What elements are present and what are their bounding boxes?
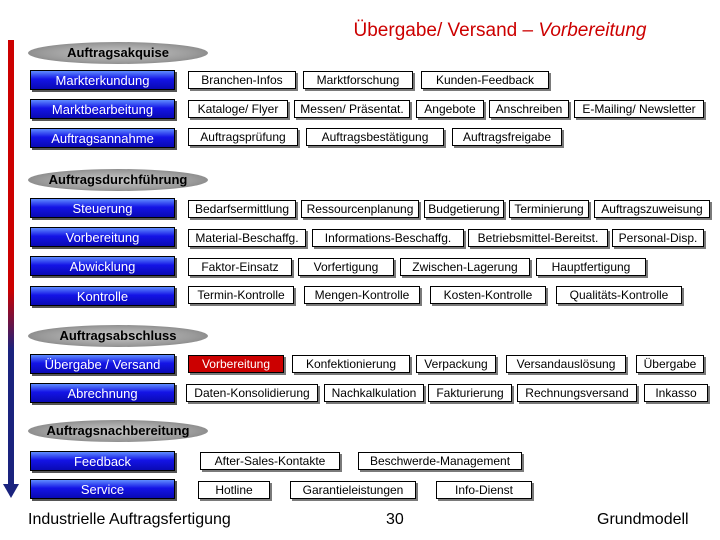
item-zwischen-lagerung[interactable]: Zwischen-Lagerung bbox=[400, 258, 530, 276]
title-main: Übergabe/ Versand – bbox=[353, 20, 539, 41]
page-title bbox=[290, 20, 710, 42]
item-marktforschung[interactable]: Marktforschung bbox=[303, 71, 413, 89]
category-service[interactable]: Service bbox=[30, 479, 175, 499]
category-feedback[interactable]: Feedback bbox=[30, 451, 175, 471]
item-after-sales-kontakte[interactable]: After-Sales-Kontakte bbox=[200, 452, 340, 470]
item-vorfertigung[interactable]: Vorfertigung bbox=[298, 258, 394, 276]
item-bedarfsermittlung[interactable]: Bedarfsermittlung bbox=[188, 200, 296, 218]
item-informations-beschaffg[interactable]: Informations-Beschaffg. bbox=[312, 229, 464, 247]
item-personal-disp[interactable]: Personal-Disp. bbox=[612, 229, 704, 247]
page-number: 30 bbox=[386, 511, 404, 528]
category-vorbereitung[interactable]: Vorbereitung bbox=[30, 227, 175, 247]
item-betriebsmittel-bereitst[interactable]: Betriebsmittel-Bereitst. bbox=[468, 229, 608, 247]
item-auftragszuweisung[interactable]: Auftragszuweisung bbox=[594, 200, 710, 218]
item-konfektionierung[interactable]: Konfektionierung bbox=[292, 355, 410, 373]
item-daten-konsolidierung[interactable]: Daten-Konsolidierung bbox=[186, 384, 318, 402]
item-e-mailing-newsletter[interactable]: E-Mailing/ Newsletter bbox=[574, 100, 704, 118]
item-uebergabe[interactable]: Übergabe bbox=[636, 355, 704, 373]
category-abrechnung[interactable]: Abrechnung bbox=[30, 383, 175, 403]
item-verpackung[interactable]: Verpackung bbox=[416, 355, 496, 373]
item-kunden-feedback[interactable]: Kunden-Feedback bbox=[421, 71, 549, 89]
item-beschwerde-management[interactable]: Beschwerde-Management bbox=[358, 452, 522, 470]
item-info-dienst[interactable]: Info-Dienst bbox=[436, 481, 532, 499]
item-messen-praesentat[interactable]: Messen/ Präsentat. bbox=[294, 100, 410, 118]
item-angebote[interactable]: Angebote bbox=[416, 100, 484, 118]
category-uebergabe-versand[interactable]: Übergabe / Versand bbox=[30, 354, 175, 374]
category-steuerung[interactable]: Steuerung bbox=[30, 198, 175, 218]
item-fakturierung[interactable]: Fakturierung bbox=[428, 384, 512, 402]
item-hauptfertigung[interactable]: Hauptfertigung bbox=[536, 258, 646, 276]
category-markterkundung[interactable]: Markterkundung bbox=[30, 70, 175, 90]
item-faktor-einsatz[interactable]: Faktor-Einsatz bbox=[188, 258, 292, 276]
item-nachkalkulation[interactable]: Nachkalkulation bbox=[324, 384, 424, 402]
category-abwicklung[interactable]: Abwicklung bbox=[30, 256, 175, 276]
item-budgetierung[interactable]: Budgetierung bbox=[424, 200, 504, 218]
item-auftragspruefung[interactable]: Auftragsprüfung bbox=[188, 128, 298, 146]
category-auftragsannahme[interactable]: Auftragsannahme bbox=[30, 128, 175, 148]
section-auftragsabschluss: Auftragsabschluss bbox=[28, 325, 208, 347]
process-arrow-bottom bbox=[8, 350, 14, 485]
item-hotline[interactable]: Hotline bbox=[198, 481, 270, 499]
item-kosten-kontrolle[interactable]: Kosten-Kontrolle bbox=[430, 286, 546, 304]
footer-right: Grundmodell bbox=[597, 511, 689, 528]
item-mengen-kontrolle[interactable]: Mengen-Kontrolle bbox=[304, 286, 420, 304]
item-versandausloesung[interactable]: Versandauslösung bbox=[506, 355, 626, 373]
section-auftragsdurchfuehrung: Auftragsdurchführung bbox=[28, 169, 208, 191]
section-auftragsakquise: Auftragsakquise bbox=[28, 42, 208, 64]
process-arrow-top bbox=[8, 40, 14, 290]
item-garantieleistungen[interactable]: Garantieleistungen bbox=[290, 481, 416, 499]
item-auftragsbestaetigung[interactable]: Auftragsbestätigung bbox=[306, 128, 444, 146]
item-anschreiben[interactable]: Anschreiben bbox=[489, 100, 569, 118]
item-termin-kontrolle[interactable]: Termin-Kontrolle bbox=[188, 286, 294, 304]
item-auftragsfreigabe[interactable]: Auftragsfreigabe bbox=[452, 128, 562, 146]
item-rechnungsversand[interactable]: Rechnungsversand bbox=[517, 384, 637, 402]
category-marktbearbeitung[interactable]: Marktbearbeitung bbox=[30, 99, 175, 119]
item-branchen-infos[interactable]: Branchen-Infos bbox=[188, 71, 296, 89]
item-material-beschaffg[interactable]: Material-Beschaffg. bbox=[188, 229, 306, 247]
item-ressourcenplanung[interactable]: Ressourcenplanung bbox=[301, 200, 419, 218]
process-arrow-middle bbox=[8, 290, 14, 350]
item-kataloge-flyer[interactable]: Kataloge/ Flyer bbox=[188, 100, 288, 118]
category-kontrolle[interactable]: Kontrolle bbox=[30, 286, 175, 306]
footer-left: Industrielle Auftragsfertigung bbox=[28, 511, 231, 528]
item-qualitaets-kontrolle[interactable]: Qualitäts-Kontrolle bbox=[556, 286, 682, 304]
item-terminierung[interactable]: Terminierung bbox=[509, 200, 589, 218]
arrow-head-icon bbox=[3, 484, 19, 498]
section-auftragsnachbereitung: Auftragsnachbereitung bbox=[28, 420, 208, 442]
item-inkasso[interactable]: Inkasso bbox=[644, 384, 708, 402]
item-vorbereitung-active[interactable]: Vorbereitung bbox=[188, 355, 284, 373]
title-highlight: Vorbereitung bbox=[538, 20, 647, 41]
